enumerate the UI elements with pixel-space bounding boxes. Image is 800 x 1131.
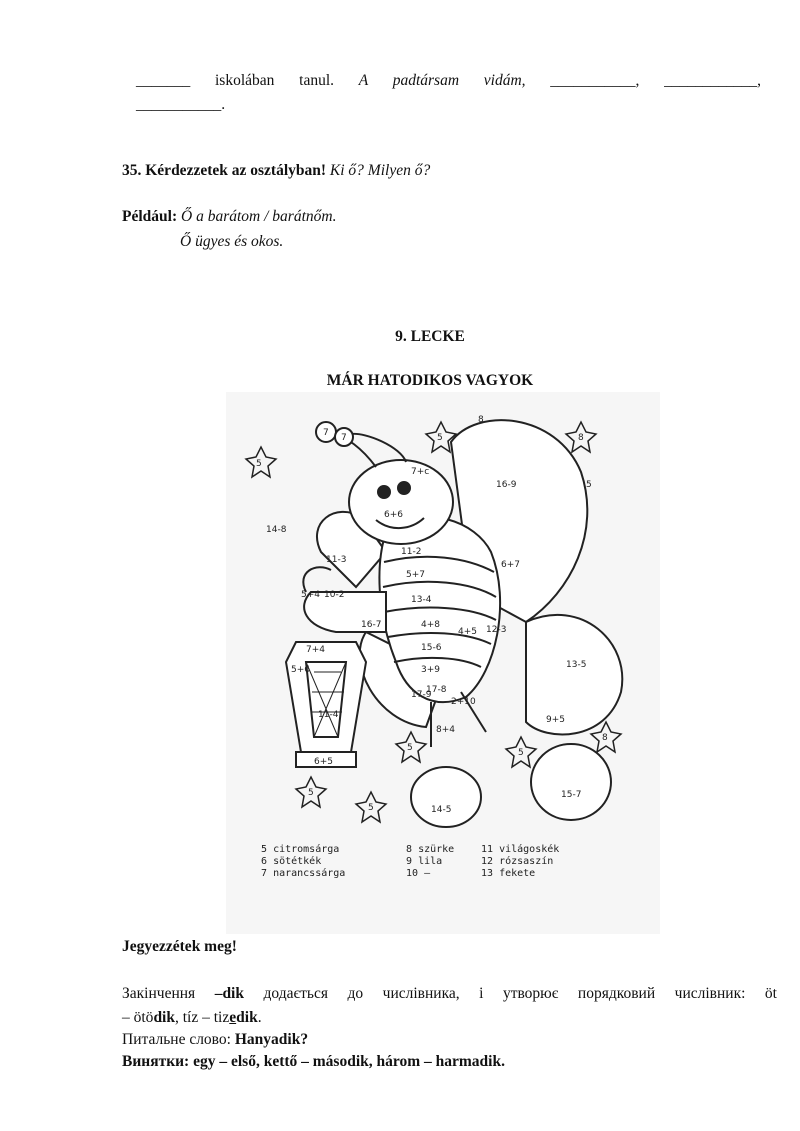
exercise-heading: 35. Kérdezzetek az osztályban! Ki ő? Milyen ő? xyxy=(122,162,431,179)
label: 15-6 xyxy=(421,643,442,653)
label: 11-2 xyxy=(401,547,422,557)
head xyxy=(349,460,453,544)
label: 6+7 xyxy=(501,560,520,570)
label: 11-3 xyxy=(326,555,347,565)
blank[interactable]: ____________, xyxy=(664,72,762,89)
label: 7 xyxy=(341,433,347,443)
label: 8 xyxy=(478,415,484,425)
legend-item: 11 világoskék xyxy=(481,844,560,855)
legend-item: 10 – xyxy=(406,868,431,879)
label: 4+8 xyxy=(421,620,440,630)
legend-item: 7 narancssárga xyxy=(261,868,346,879)
blank[interactable]: ___________, xyxy=(550,72,640,89)
label: 5 xyxy=(586,480,592,490)
rule-line-2: – ötödik, tíz – tizedik. xyxy=(122,1009,262,1026)
label: 6+6 xyxy=(384,510,403,520)
example-line-2 xyxy=(180,233,283,251)
example-label: Például: xyxy=(122,208,178,225)
label: 7+4 xyxy=(306,645,325,655)
label: 13-4 xyxy=(411,595,432,605)
label: 14-8 xyxy=(266,525,287,535)
label: 14-5 xyxy=(431,805,452,815)
legend-item: 8 szürke xyxy=(406,844,455,855)
label: 5 xyxy=(437,433,443,443)
label: 16-7 xyxy=(361,620,382,630)
label: 8 xyxy=(578,433,584,443)
rule-line-4: Винятки: egy – első, kettő – második, három – harmadik. xyxy=(122,1053,505,1070)
lesson-title: MÁR HATODIKOS VAGYOK xyxy=(326,372,534,389)
label: 3+9 xyxy=(421,665,440,675)
label: 5 xyxy=(308,788,314,798)
label: 12-3 xyxy=(486,625,507,635)
wing-lower xyxy=(526,615,622,735)
legend-item: 6 sötétkék xyxy=(261,856,322,867)
example-text: Ő a barátom / barátnőm. xyxy=(181,208,337,225)
continuation-line-2 xyxy=(136,96,225,114)
label: 6+5 xyxy=(314,757,333,767)
legend-item: 9 lila xyxy=(406,856,443,867)
label: 2+10 xyxy=(451,697,476,707)
sentence-text: iskolában tanul. xyxy=(215,72,335,89)
label: 5 xyxy=(368,803,374,813)
label: 7 xyxy=(323,428,329,438)
rule-line-1: Закінчення –dik додається до числівника, і утворює порядковий числівник: öt xyxy=(122,985,777,1002)
label: 5 xyxy=(256,459,262,469)
legend-item: 12 rózsaszín xyxy=(481,856,554,867)
lesson-number: 9. LECKE xyxy=(395,328,465,345)
label: 17-9 xyxy=(411,690,432,700)
label: 7+c xyxy=(411,467,430,477)
label: 13-5 xyxy=(566,660,587,670)
notes-heading: Jegyezzétek meg! xyxy=(122,938,237,955)
label: 11-4 xyxy=(318,710,339,720)
legend-item: 5 citromsárga xyxy=(261,844,340,855)
example-line-1 xyxy=(122,208,336,226)
label: 4+5 xyxy=(458,627,477,637)
label: 10-2 xyxy=(324,590,345,600)
label: 5+7 xyxy=(406,570,425,580)
blank[interactable]: ___________. xyxy=(136,96,226,113)
foot-left xyxy=(411,767,481,827)
label: 5 xyxy=(407,743,413,753)
foot-right xyxy=(531,744,611,820)
legend-item: 13 fekete xyxy=(481,868,536,879)
example-text: Ő ügyes és okos. xyxy=(180,233,284,250)
coloring-picture xyxy=(226,392,660,934)
continuation-line-1 xyxy=(136,72,761,90)
label: 16-9 xyxy=(496,480,517,490)
sentence-italic: A padtársam vidám, xyxy=(358,72,526,89)
exercise-questions: Ki ő? Milyen ő? xyxy=(329,162,431,179)
label: 15-7 xyxy=(561,790,582,800)
label: 5+4 xyxy=(301,590,320,600)
label: 5 xyxy=(518,748,524,758)
label: 8+4 xyxy=(436,725,455,735)
label: 9+5 xyxy=(546,715,565,725)
label: 8 xyxy=(602,733,608,743)
blank[interactable]: _______ xyxy=(136,72,191,89)
label: 17-8 xyxy=(426,685,447,695)
rule-line-3: Питальне слово: Hanyadik? xyxy=(122,1031,309,1048)
label: 5+6 xyxy=(291,665,310,675)
